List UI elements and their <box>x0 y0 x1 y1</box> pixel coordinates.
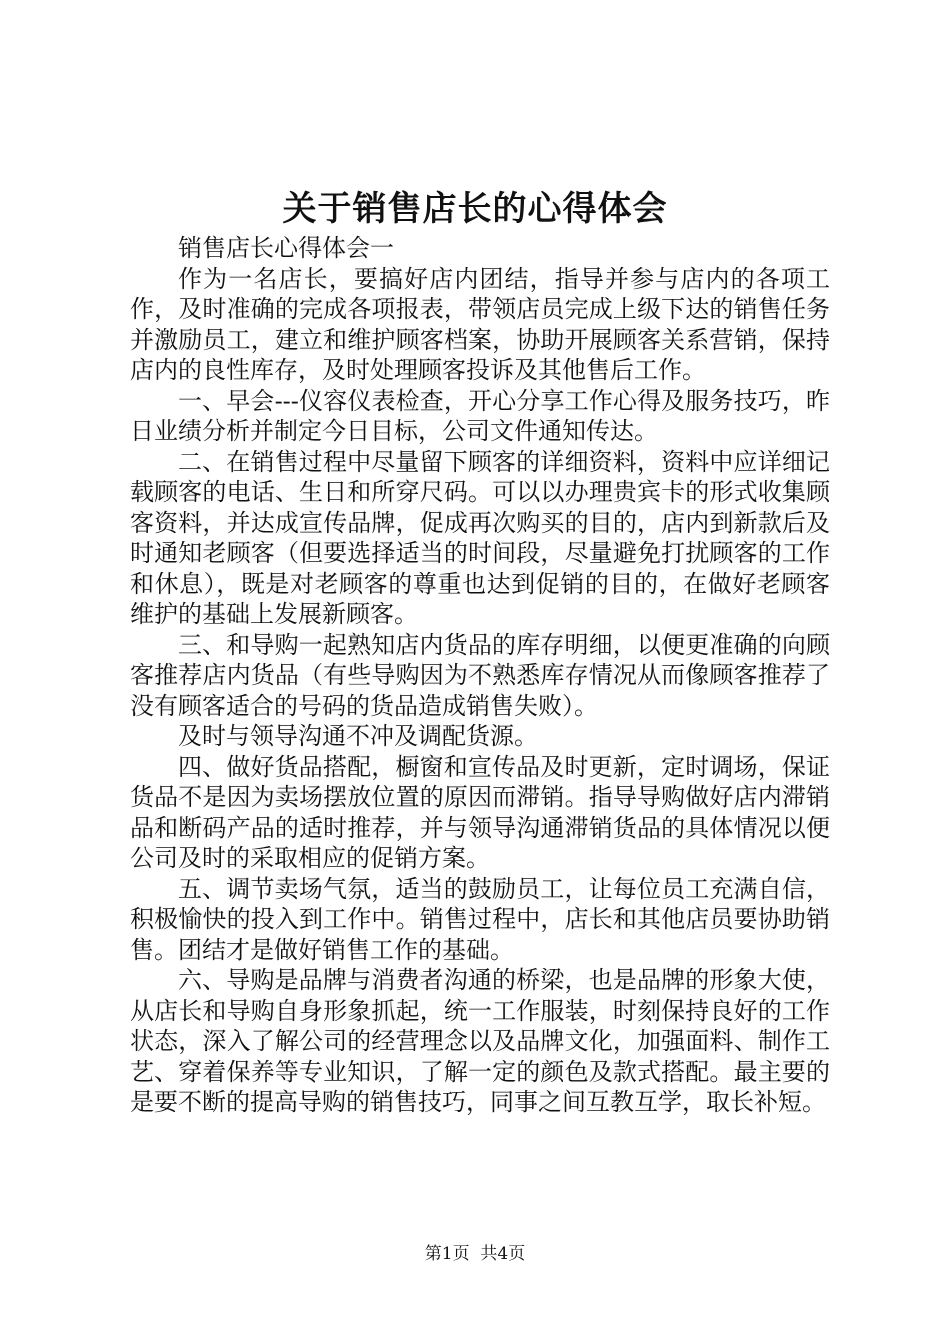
document-title: 关于销售店长的心得体会 <box>282 189 668 229</box>
paragraph-point-6: 六、导购是品牌与消费者沟通的桥梁，也是品牌的形象大使，从店长和导购自身形象抓起，统一工作服装，时刻保持良好的工作状态，深入了解公司的经营理念以及品牌文化，加强面料、制作工艺、穿着保养等专业知识，了解一定的颜色及款式搭配。最主要的是要不断的提高导购的销售技巧，同事之间互教互学，取长补短。 <box>130 966 830 1116</box>
paragraph-point-4: 四、做好货品搭配，橱窗和宣传品及时更新，定时调场，保证货品不是因为卖场摆放位置的原因而滞销。指导导购做好店内滞销品和断码产品的适时推荐，并与领导沟通滞销货品的具体情况以便公司及时的采取相应的促销方案。 <box>130 752 830 872</box>
page-number: 第1页 共4页 <box>424 1244 526 1264</box>
paragraph-heading: 销售店长心得体会一 <box>178 234 394 262</box>
paragraph-point-2: 二、在销售过程中尽量留下顾客的详细资料，资料中应详细记载顾客的电话、生日和所穿尺码。可以以办理贵宾卡的形式收集顾客资料，并达成宣传品牌，促成再次购买的目的，店内到新款后及时通知老顾客（但要选择适当的时间段，尽量避免打扰顾客的工作和休息），既是对老顾客的尊重也达到促销的目的，在做好老顾客维护的基础上发展新顾客。 <box>130 447 830 628</box>
paragraph-note: 及时与领导沟通不冲及调配货源。 <box>178 722 538 750</box>
paragraph-intro: 作为一名店长，要搞好店内团结，指导并参与店内的各项工作，及时准确的完成各项报表，带领店员完成上级下达的销售任务并激励员工，建立和维护顾客档案，协助开展顾客关系营销，保持店内的良性库存，及时处理顾客投诉及其他售后工作。 <box>130 264 830 384</box>
paragraph-point-1: 一、早会---仪容仪表检查，开心分享工作心得及服务技巧，昨日业绩分析并制定今日目标，公司文件通知传达。 <box>130 386 830 445</box>
document-body <box>130 233 830 1118</box>
page-footer <box>0 1242 950 1266</box>
paragraph-point-5: 五、调节卖场气氛，适当的鼓励员工，让每位员工充满自信，积极愉快的投入到工作中。销售过程中，店长和其他店员要协助销售。团结才是做好销售工作的基础。 <box>130 874 830 964</box>
paragraph-point-3: 三、和导购一起熟知店内货品的库存明细，以便更准确的向顾客推荐店内货品（有些导购因为不熟悉库存情况从而像顾客推荐了没有顾客适合的号码的货品造成销售失败）。 <box>130 630 830 720</box>
